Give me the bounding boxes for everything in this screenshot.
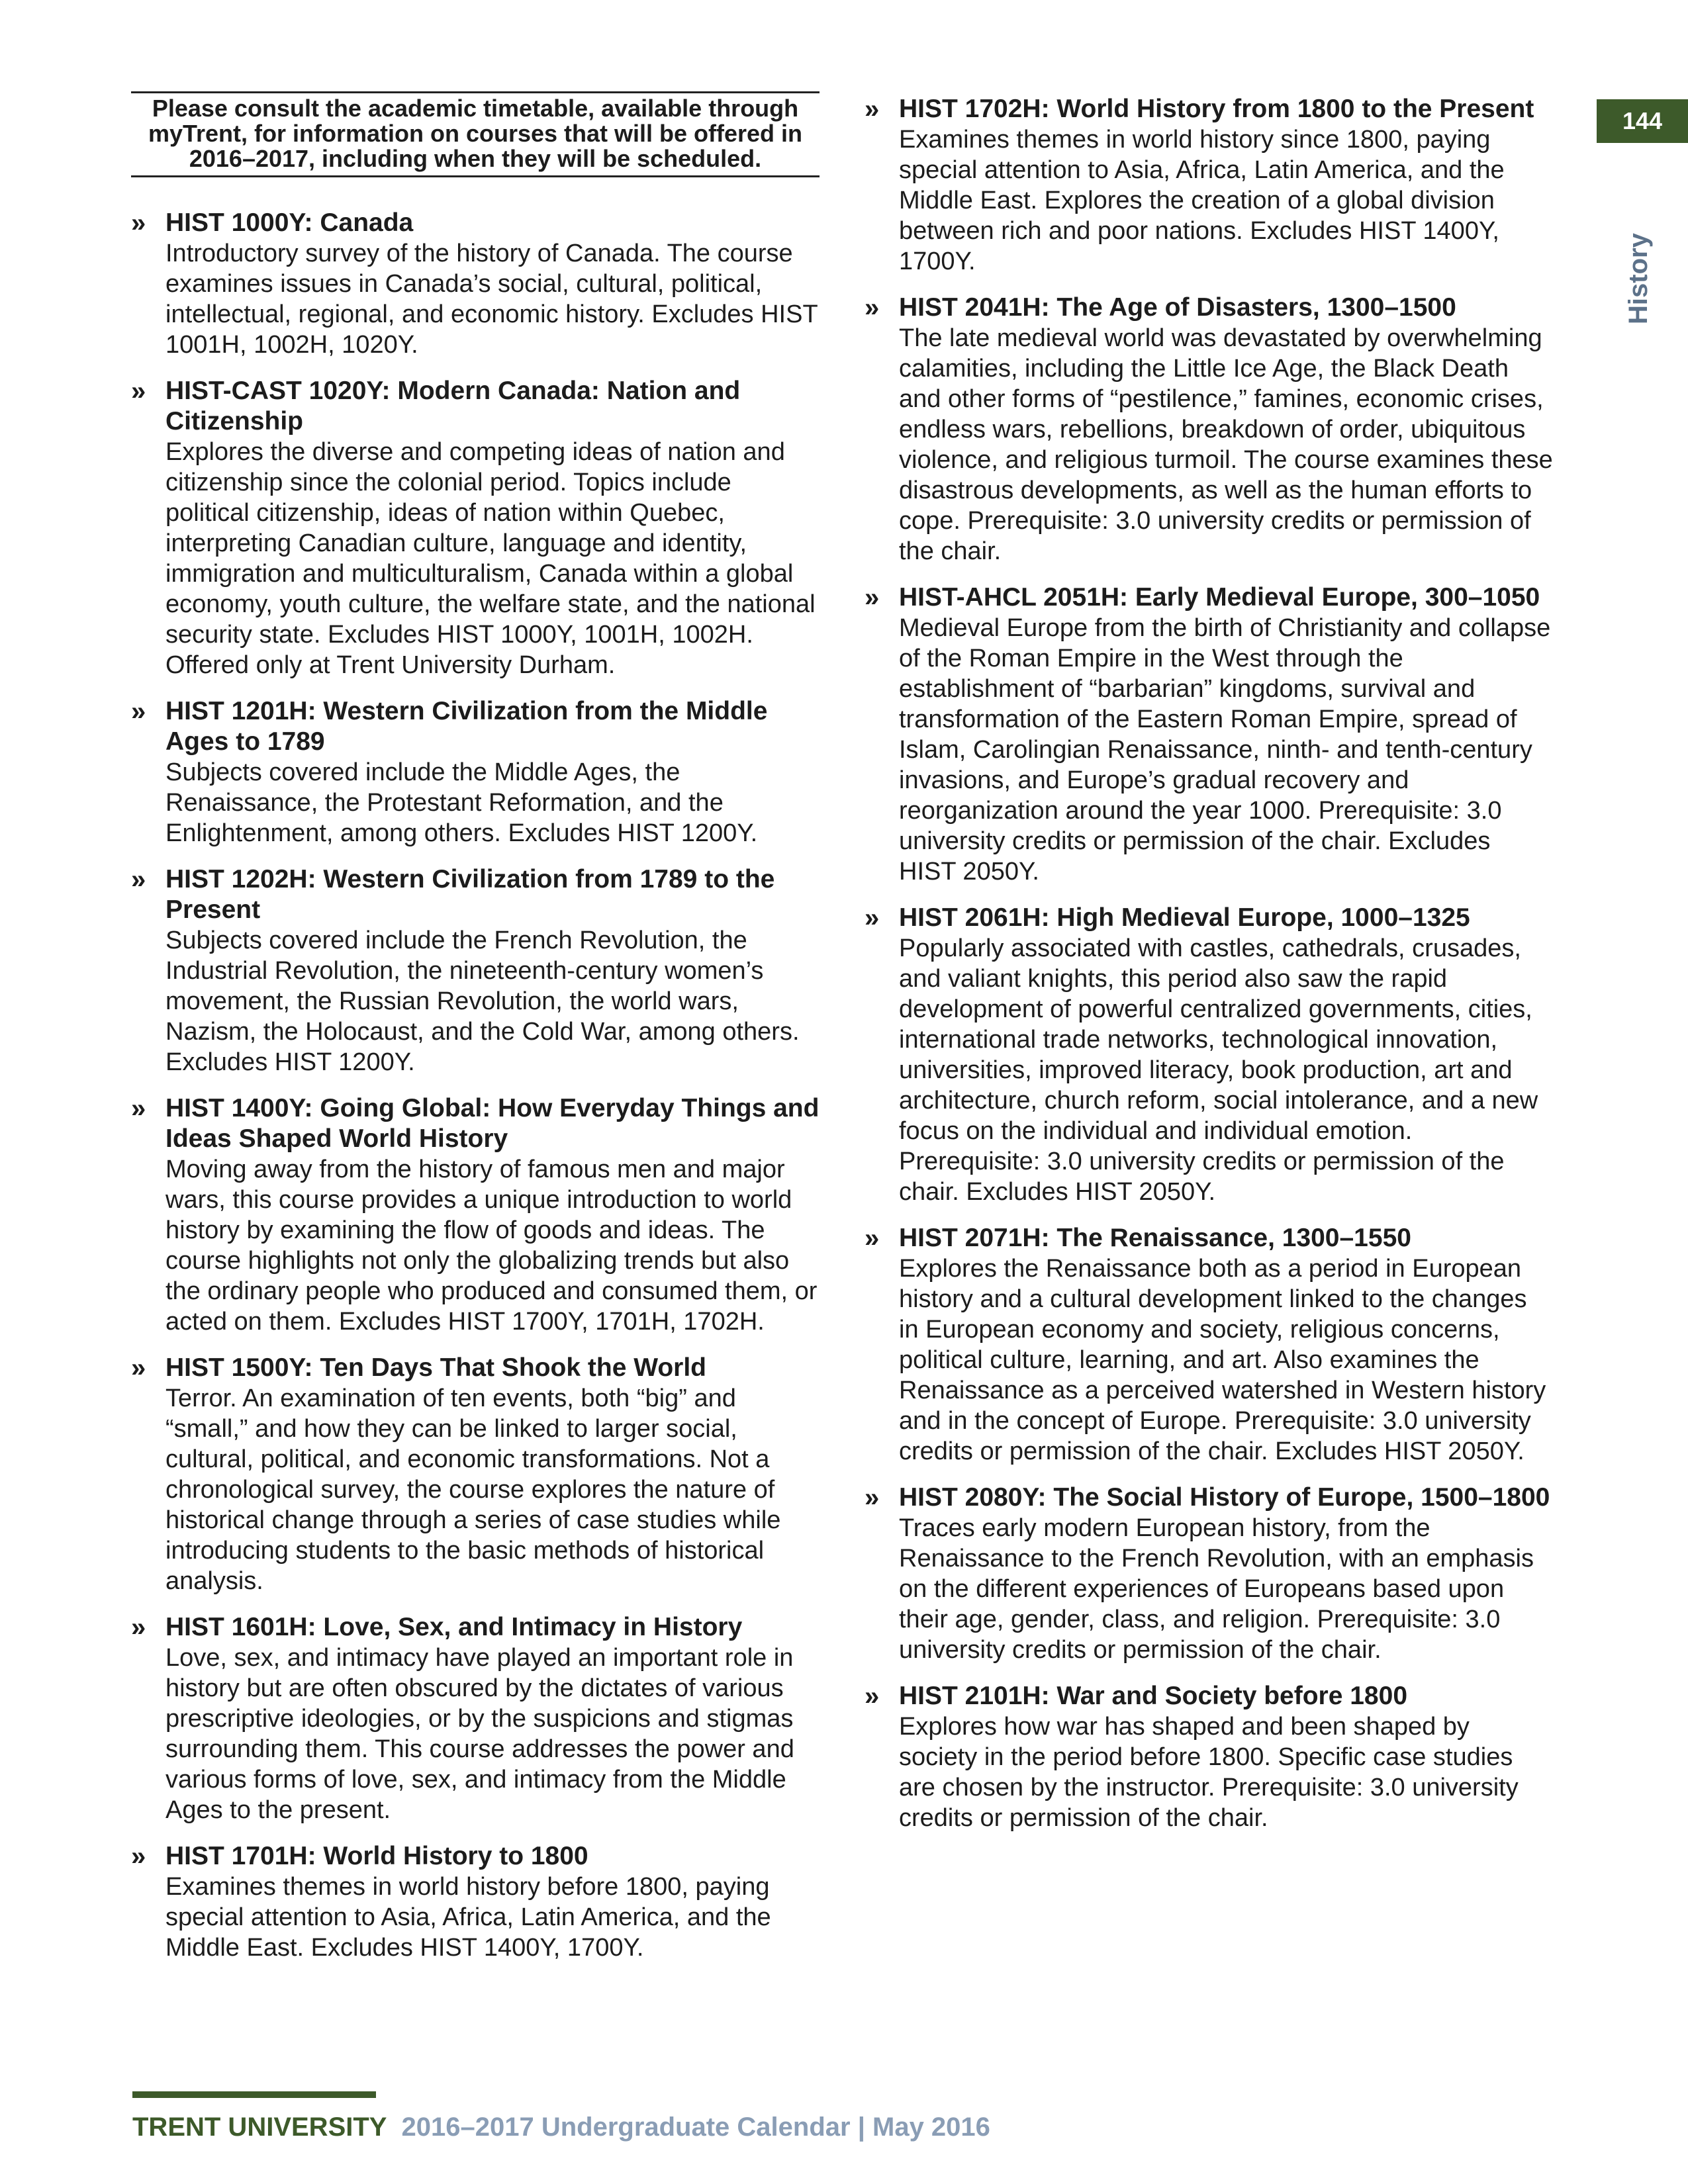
- bullet-icon: »: [865, 1483, 880, 1512]
- section-label: History: [1624, 233, 1653, 324]
- bullet-icon: »: [865, 583, 880, 612]
- course-title: HIST 2061H: High Medieval Europe, 1000–1325: [899, 903, 1470, 932]
- course-entry: [131, 376, 820, 680]
- bullet-icon: »: [131, 697, 146, 726]
- course-description: Examines themes in world history since 1800, paying special attention to Asia, Africa, Latin America, and the Middle East. Explores the creation of a global division between rich and poor nations. Excludes HIST 1400Y, 1700Y.: [899, 126, 1505, 275]
- bullet-icon: »: [131, 1353, 146, 1383]
- course-entry: [865, 582, 1553, 887]
- footer: [132, 2111, 990, 2143]
- course-entry: [131, 696, 820, 848]
- course-entry: [865, 293, 1553, 567]
- course-title: HIST 1201H: Western Civilization from the Middle Ages to 1789: [165, 697, 768, 756]
- right-course-list: [865, 94, 1553, 1833]
- course-title: HIST 1601H: Love, Sex, and Intimacy in History: [165, 1613, 743, 1641]
- course-description: Examines themes in world history before 1800, paying special attention to Asia, Africa, Latin America, and the Middle East. Excludes HIST 1400Y, 1700Y.: [165, 1873, 771, 1962]
- bullet-icon: »: [131, 1094, 146, 1123]
- bullet-icon: »: [865, 1682, 880, 1711]
- course-title: HIST-CAST 1020Y: Modern Canada: Nation and Citizenship: [165, 377, 741, 435]
- course-description: Love, sex, and intimacy have played an important role in history but are often obscured by the dictates of various prescriptive ideologies, or by the suspicions and stigmas surrounding them. This course addresses the power and various forms of love, sex, and intimacy from the Middle Ages to the present.: [165, 1644, 794, 1824]
- course-description: Introductory survey of the history of Canada. The course examines issues in Canada’s social, cultural, political, intellectual, regional, and economic history. Excludes HIST 1001H, 1002H, 1020Y.: [165, 240, 818, 359]
- course-description: Subjects covered include the Middle Ages, the Renaissance, the Protestant Reformation, and the Enlightenment, among others. Excludes HIST 1200Y.: [165, 758, 758, 847]
- course-description: The late medieval world was devastated by overwhelming calamities, including the Little Ice Age, the Black Death and other forms of “pestilence,” famines, economic crises, endless wars, rebellions, breakdown of order, ubiquitous violence, and religious turmoil. The course examines these disastrous developments, as well as the human efforts to cope. Prerequisite: 3.0 university credits or permission of the chair.: [899, 324, 1553, 565]
- course-title: HIST 2101H: War and Society before 1800: [899, 1682, 1408, 1710]
- course-entry: [131, 1353, 820, 1596]
- left-column: [131, 91, 820, 1979]
- bullet-icon: »: [131, 865, 146, 894]
- footer-rule: [132, 2091, 376, 2098]
- bullet-icon: »: [131, 208, 146, 238]
- footer-university: TRENT UNIVERSITY: [132, 2113, 387, 2142]
- course-description: Subjects covered include the French Revolution, the Industrial Revolution, the nineteenth-century women’s movement, the Russian Revolution, the world wars, Nazism, the Holocaust, and the Cold War, among others. Excludes HIST 1200Y.: [165, 927, 800, 1076]
- course-title: HIST 1702H: World History from 1800 to the Present: [899, 95, 1534, 123]
- footer-calendar: 2016–2017 Undergraduate Calendar | May 2016: [401, 2113, 990, 2142]
- course-entry: [131, 1841, 820, 1963]
- bullet-icon: »: [865, 293, 880, 322]
- course-entry: [131, 1612, 820, 1825]
- bullet-icon: »: [131, 1613, 146, 1642]
- course-entry: [865, 1681, 1553, 1833]
- course-entry: [865, 903, 1553, 1207]
- course-title: HIST 1701H: World History to 1800: [165, 1842, 588, 1870]
- left-course-list: [131, 208, 820, 1963]
- course-description: Explores how war has shaped and been shaped by society in the period before 1800. Specific case studies are chosen by the instructor. Prerequisite: 3.0 university credits or permission of the chair.: [899, 1713, 1519, 1832]
- course-entry: [131, 1093, 820, 1337]
- bullet-icon: »: [131, 1842, 146, 1871]
- course-description: Medieval Europe from the birth of Christianity and collapse of the Roman Empire in the West through the establishment of “barbarian” kingdoms, survival and transformation of the Eastern Roman Empire, spread of Islam, Carolingian Renaissance, ninth- and tenth-century invasions, and Europe’s gradual recovery and reorganization around the year 1000. Prerequisite: 3.0 university credits or permission of the chair. Excludes HIST 2050Y.: [899, 614, 1551, 886]
- course-description: Explores the Renaissance both as a period in European history and a cultural development linked to the changes in European economy and society, religious concerns, political culture, learning, and art. Also examines the Renaissance as a perceived watershed in Western history and in the concept of Europe. Prerequisite: 3.0 university credits or permission of the chair. Excludes HIST 2050Y.: [899, 1255, 1546, 1465]
- course-title: HIST 1202H: Western Civilization from 1789 to the Present: [165, 865, 775, 924]
- course-title: HIST-AHCL 2051H: Early Medieval Europe, 300–1050: [899, 583, 1540, 612]
- course-title: HIST 1400Y: Going Global: How Everyday Things and Ideas Shaped World History: [165, 1094, 820, 1153]
- page-number: 144: [1597, 99, 1688, 143]
- course-description: Terror. An examination of ten events, both “big” and “small,” and how they can be linked to larger social, cultural, political, and economic transformations. Not a chronological survey, the course explores the nature of historical change through a series of case studies while introducing students to the basic methods of historical analysis.: [165, 1385, 781, 1595]
- course-entry: [865, 1482, 1553, 1665]
- course-description: Traces early modern European history, from the Renaissance to the French Revolution, with an emphasis on the different experiences of Europeans based upon their age, gender, class, and religion. Prerequisite: 3.0 university credits or permission of the chair.: [899, 1514, 1534, 1664]
- right-column: [865, 94, 1553, 1849]
- course-title: HIST 1500Y: Ten Days That Shook the World: [165, 1353, 706, 1382]
- timetable-notice: Please consult the academic timetable, available through myTrent, for information on courses that will be offered in 2016–2017, including when they will be scheduled.: [131, 91, 820, 177]
- course-title: HIST 2071H: The Renaissance, 1300–1550: [899, 1224, 1411, 1252]
- course-description: Moving away from the history of famous men and major wars, this course provides a unique introduction to world history by examining the flow of goods and ideas. The course highlights not only the globalizing trends but also the ordinary people who produced and consumed them, or acted on them. Excludes HIST 1700Y, 1701H, 1702H.: [165, 1156, 818, 1336]
- course-title: HIST 2041H: The Age of Disasters, 1300–1500: [899, 293, 1456, 322]
- course-entry: [865, 94, 1553, 277]
- course-entry: [865, 1223, 1553, 1467]
- bullet-icon: »: [865, 1224, 880, 1253]
- bullet-icon: »: [865, 95, 880, 124]
- bullet-icon: »: [131, 377, 146, 406]
- course-entry: [131, 208, 820, 360]
- course-description: Popularly associated with castles, cathedrals, crusades, and valiant knights, this period also saw the rapid development of powerful centralized governments, cities, international trade networks, technological innovation, universities, improved literacy, book production, art and architecture, church reform, social intolerance, and a new focus on the individual and individual emotion. Prerequisite: 3.0 university credits or permission of the chair. Excludes HIST 2050Y.: [899, 934, 1538, 1206]
- course-title: HIST 2080Y: The Social History of Europe, 1500–1800: [899, 1483, 1550, 1512]
- bullet-icon: »: [865, 903, 880, 933]
- course-entry: [131, 864, 820, 1077]
- course-title: HIST 1000Y: Canada: [165, 208, 414, 237]
- course-description: Explores the diverse and competing ideas of nation and citizenship since the colonial period. Topics include political citizenship, ideas of nation within Quebec, interpreting Canadian culture, language and identity, immigration and multiculturalism, Canada within a global economy, youth culture, the welfare state, and the national security state. Excludes HIST 1000Y, 1001H, 1002H. Offered only at Trent University Durham.: [165, 438, 816, 679]
